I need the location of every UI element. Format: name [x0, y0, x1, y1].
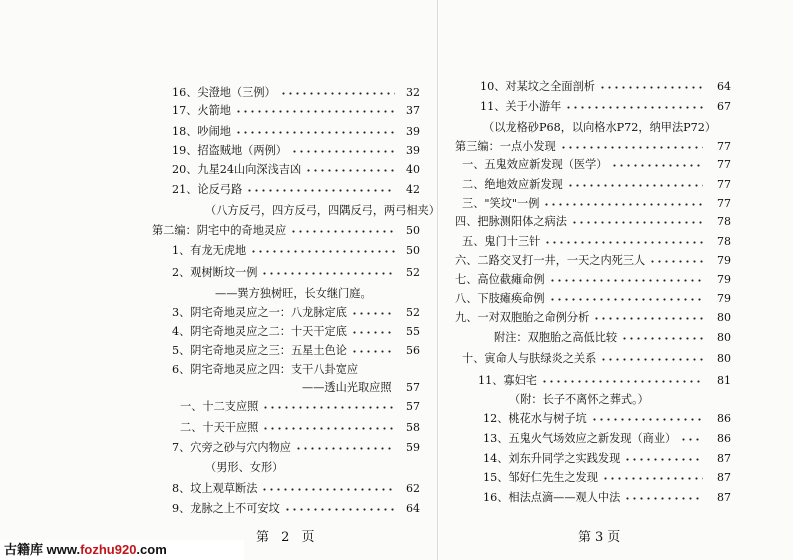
- left-toc-page-number: 55: [406, 325, 420, 338]
- left-dot-leader: [261, 488, 395, 491]
- left-toc-page-number: 56: [406, 344, 420, 357]
- left-toc-page-number: 57: [406, 400, 420, 413]
- right-toc-page-number: 87: [717, 452, 731, 465]
- left-dot-leader: [262, 406, 395, 409]
- right-dot-leader: [549, 279, 703, 282]
- right-toc-entry: 10、对某坟之全面剖析: [480, 80, 595, 93]
- right-toc-entry: 14、刘东升同学之实践发现: [483, 452, 621, 465]
- left-dot-leader: [246, 189, 395, 192]
- right-toc-entry: （以龙格砂P68，以向格水P72，纳甲法P72）: [483, 121, 717, 134]
- left-dot-leader: [261, 272, 395, 275]
- left-dot-leader: [305, 169, 395, 172]
- left-toc-entry: 第二编：阴宅中的奇地灵应: [152, 224, 287, 237]
- right-toc-entry: 三、"笑坟"一例: [462, 197, 540, 210]
- left-dot-leader: [280, 92, 395, 95]
- left-toc-entry: ——巽方独树旺，长女继门庭。: [215, 287, 372, 300]
- watermark-prefix: 古籍库 www.: [4, 542, 81, 557]
- left-dot-leader: [250, 250, 395, 253]
- left-toc-page-number: 50: [406, 224, 420, 237]
- left-toc-entry: ——透山光取应照: [302, 381, 392, 394]
- right-dot-leader: [549, 298, 703, 301]
- right-toc-page-number: 79: [717, 273, 731, 286]
- right-toc-entry: （附：长子不离怀之葬式。）: [509, 393, 649, 406]
- left-toc-entry: 5、阴宅奇地灵应之三：五星土色论: [172, 344, 347, 357]
- right-toc-page-number: 77: [717, 158, 731, 171]
- left-dot-leader: [262, 427, 395, 430]
- right-toc-entry: 四、把脉测阳体之病法: [455, 215, 567, 228]
- left-toc-entry: 4、阴宅奇地灵应之二：十天干定底: [172, 325, 347, 338]
- right-toc-entry: 九、一对双胞胎之命例分析: [455, 311, 590, 324]
- right-dot-leader: [541, 380, 703, 383]
- left-toc-entry: 17、火箭地: [172, 104, 231, 117]
- left-toc-entry: （男形、女形）: [205, 461, 284, 474]
- left-dot-leader: [235, 131, 395, 134]
- left-toc-page-number: 62: [406, 482, 420, 495]
- right-dot-leader: [680, 438, 703, 441]
- watermark-domain: fozhu920: [80, 542, 137, 557]
- right-dot-leader: [591, 418, 703, 421]
- site-watermark: [0, 540, 244, 560]
- left-toc-entry: 19、招盗贼地（两例）: [172, 144, 287, 157]
- right-toc-page-number: 79: [717, 254, 731, 267]
- right-dot-leader: [602, 477, 703, 480]
- right-toc-entry: 七、高位截瘫命例: [455, 273, 545, 286]
- left-toc-entry: 2、观树断坟一例: [172, 266, 258, 279]
- left-toc-entry: 16、尖澄地（三例）: [172, 86, 276, 99]
- left-toc-entry: 20、九星24山向深浅吉凶: [172, 163, 302, 176]
- left-toc-entry: 6、阴宅奇地灵应之四：支干八卦宽应: [172, 363, 359, 376]
- right-dot-leader: [624, 497, 703, 500]
- left-toc-page-number: 57: [406, 381, 420, 394]
- right-toc-page-number: 86: [717, 432, 731, 445]
- right-toc-page-number: 77: [717, 178, 731, 191]
- left-toc-entry: 1、有龙无虎地: [172, 244, 247, 257]
- right-toc-entry: 八、下肢瘫痪命例: [455, 292, 545, 305]
- right-toc-entry: 11、寡妇宅: [478, 374, 537, 387]
- right-toc-page-number: 80: [717, 352, 731, 365]
- left-toc-page-number: 40: [406, 163, 420, 176]
- right-toc-entry: 13、五鬼火气场效应之新发现（商业）: [483, 432, 677, 445]
- right-dot-leader: [571, 221, 703, 224]
- left-page-number: 第 2 页: [256, 530, 319, 545]
- right-toc-page-number: 67: [717, 100, 731, 113]
- left-dot-leader: [291, 150, 395, 153]
- right-toc-entry: 六、二路交叉打一井，一天之内死三人: [455, 254, 646, 267]
- right-toc-entry: 15、邹好仁先生之发现: [483, 471, 598, 484]
- right-dot-leader: [624, 458, 703, 461]
- left-toc-entry: 8、坟上观草断法: [172, 482, 258, 495]
- left-toc-page-number: 39: [406, 125, 420, 138]
- left-toc-page-number: 58: [406, 421, 420, 434]
- right-toc-page-number: 80: [717, 331, 731, 344]
- right-toc-entry: 12、桃花水与树子坑: [483, 412, 587, 425]
- left-toc-page-number: 50: [406, 244, 420, 257]
- right-toc-page-number: 87: [717, 471, 731, 484]
- right-toc-entry: 第三编：一点小发现: [455, 140, 556, 153]
- right-dot-leader: [593, 317, 703, 320]
- right-toc-page-number: 80: [717, 311, 731, 324]
- left-toc-page-number: 42: [406, 183, 420, 196]
- left-toc-entry: 二、十天干应照: [180, 421, 259, 434]
- left-toc-entry: 21、论反弓路: [172, 183, 243, 196]
- right-dot-leader: [560, 146, 703, 149]
- watermark-suffix: .com: [136, 542, 167, 557]
- right-toc-page-number: 79: [717, 292, 731, 305]
- left-toc-entry: 7、穴旁之砂与穴内物应: [172, 441, 291, 454]
- left-toc-entry: （八方反弓，四方反弓，四隅反弓，两弓相夹）: [205, 204, 440, 217]
- right-toc-entry: 十、寅命人与肤绿炎之关系: [462, 352, 597, 365]
- left-toc-page-number: 52: [406, 306, 420, 319]
- left-toc-page-number: 59: [406, 441, 420, 454]
- right-toc-page-number: 87: [717, 491, 731, 504]
- right-page-number: 第3页: [578, 530, 625, 545]
- right-toc-entry: 16、相法点滴——观人中法: [483, 491, 621, 504]
- right-dot-leader: [543, 203, 703, 206]
- left-dot-leader: [284, 508, 395, 511]
- left-toc-entry: 3、阴宅奇地灵应之一：八龙脉定底: [172, 306, 347, 319]
- right-toc-page-number: 77: [717, 197, 731, 210]
- right-toc-page-number: 86: [717, 412, 731, 425]
- right-dot-leader: [600, 358, 703, 361]
- left-toc-page-number: 37: [406, 104, 420, 117]
- left-toc-entry: 一、十二支应照: [180, 400, 259, 413]
- right-toc-page-number: 81: [717, 374, 731, 387]
- right-toc-page-number: 77: [717, 140, 731, 153]
- right-dot-leader: [544, 241, 703, 244]
- right-dot-leader: [611, 164, 703, 167]
- right-dot-leader: [599, 86, 703, 89]
- right-toc-page-number: 78: [717, 235, 731, 248]
- left-toc-page-number: 64: [406, 502, 420, 515]
- right-dot-leader: [621, 337, 703, 340]
- left-toc-page-number: 39: [406, 144, 420, 157]
- left-toc-entry: 9、龙脉之上不可安坟: [172, 502, 280, 515]
- left-toc-entry: 18、吵闹地: [172, 125, 231, 138]
- right-toc-page-number: 64: [717, 80, 731, 93]
- left-dot-leader: [351, 312, 395, 315]
- left-dot-leader: [290, 230, 395, 233]
- right-toc-entry: 五、鬼门十三针: [462, 235, 541, 248]
- left-dot-leader: [295, 447, 395, 450]
- right-toc-entry: 二、绝地效应新发现: [462, 178, 563, 191]
- left-toc-page-number: 52: [406, 266, 420, 279]
- right-toc-entry: 一、五鬼效应新发现（医学）: [462, 158, 608, 171]
- left-dot-leader: [351, 350, 395, 353]
- right-toc-entry: 11、关于小游年: [480, 100, 562, 113]
- left-dot-leader: [351, 331, 395, 334]
- right-dot-leader: [649, 260, 703, 263]
- right-dot-leader: [565, 106, 703, 109]
- right-toc-entry: 附注：双胞胎之高低比较: [494, 331, 618, 344]
- right-toc-page-number: 78: [717, 215, 731, 228]
- right-dot-leader: [567, 184, 703, 187]
- left-dot-leader: [235, 110, 395, 113]
- left-toc-page-number: 32: [406, 86, 420, 99]
